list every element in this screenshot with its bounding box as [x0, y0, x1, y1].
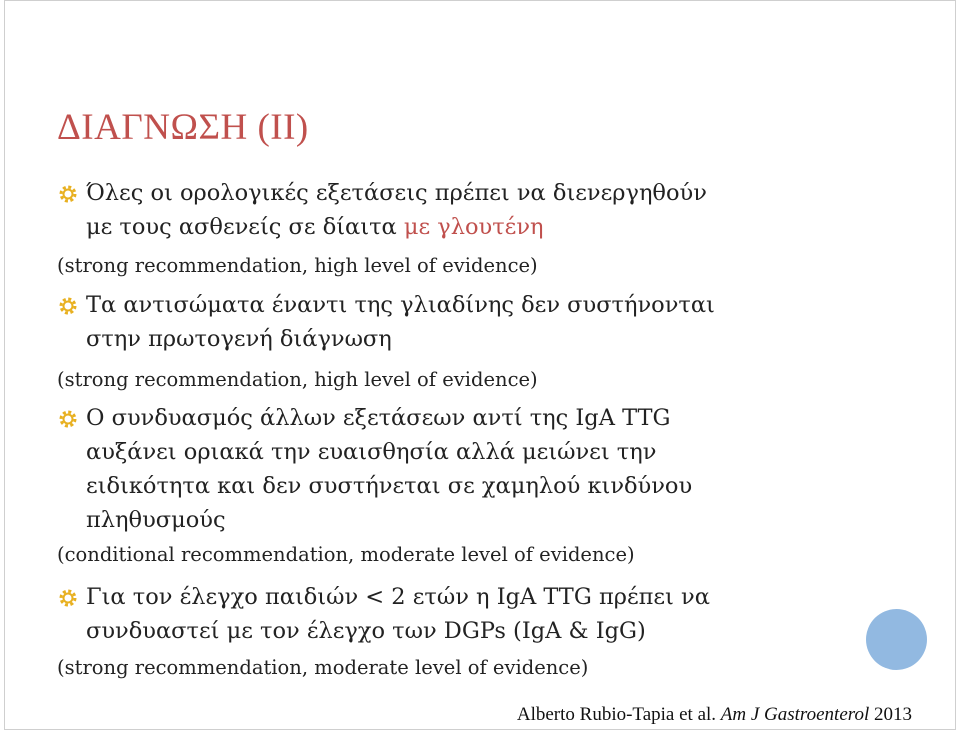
gear-icon	[58, 296, 78, 316]
citation	[517, 704, 912, 726]
bullet-line: αυξάνει οριακά την ευαισθησία αλλά μειώνει την	[86, 439, 657, 465]
bullet-line-prefix: με τους ασθενείς σε δίαιτα	[86, 214, 404, 240]
bullet-text	[86, 580, 710, 648]
gear-icon	[58, 184, 78, 204]
evidence-note: (strong recommendation, moderate level of evidence)	[57, 656, 589, 679]
highlight-text: με γλουτένη	[403, 214, 544, 240]
evidence-note: (strong recommendation, high level of evidence)	[57, 368, 538, 391]
bullet-line: πληθυσμούς	[86, 507, 226, 533]
evidence-note: (strong recommendation, high level of evidence)	[57, 254, 538, 277]
bullet-line	[86, 210, 707, 244]
evidence-note: (conditional recommendation, moderate level of evidence)	[57, 543, 635, 566]
bullet-line: συνδυαστεί με τον έλεγχο των DGPs (IgA & IgG)	[86, 618, 646, 644]
bullet-text	[86, 288, 715, 356]
slide-title: ΔΙΑΓΝΩΣΗ (ΙΙ)	[57, 107, 309, 148]
bullet-line: ειδικότητα και δεν συστήνεται σε χαμηλού κινδύνου	[86, 473, 693, 499]
bullet-text	[86, 401, 692, 537]
bullet-line: Ο συνδυασμός άλλων εξετάσεων αντί της IgA TTG	[86, 405, 671, 431]
citation-journal: Am J Gastroenterol	[720, 704, 870, 725]
bullet-line: Τα αντισώματα έναντι της γλιαδίνης δεν συστήνονται	[86, 292, 715, 318]
bullet-line: στην πρωτογενή διάγνωση	[86, 326, 392, 352]
citation-year: 2013	[874, 704, 912, 725]
gear-icon	[58, 409, 78, 429]
bullet-text	[86, 176, 707, 244]
citation-authors: Alberto Rubio-Tapia et al.	[516, 704, 717, 725]
gear-icon	[58, 588, 78, 608]
decorative-circle	[866, 609, 927, 670]
bullet-line: Όλες οι ορολογικές εξετάσεις πρέπει να διενεργηθούν	[86, 180, 707, 206]
bullet-line: Για τον έλεγχο παιδιών < 2 ετών η IgA TTG πρέπει να	[86, 584, 710, 610]
